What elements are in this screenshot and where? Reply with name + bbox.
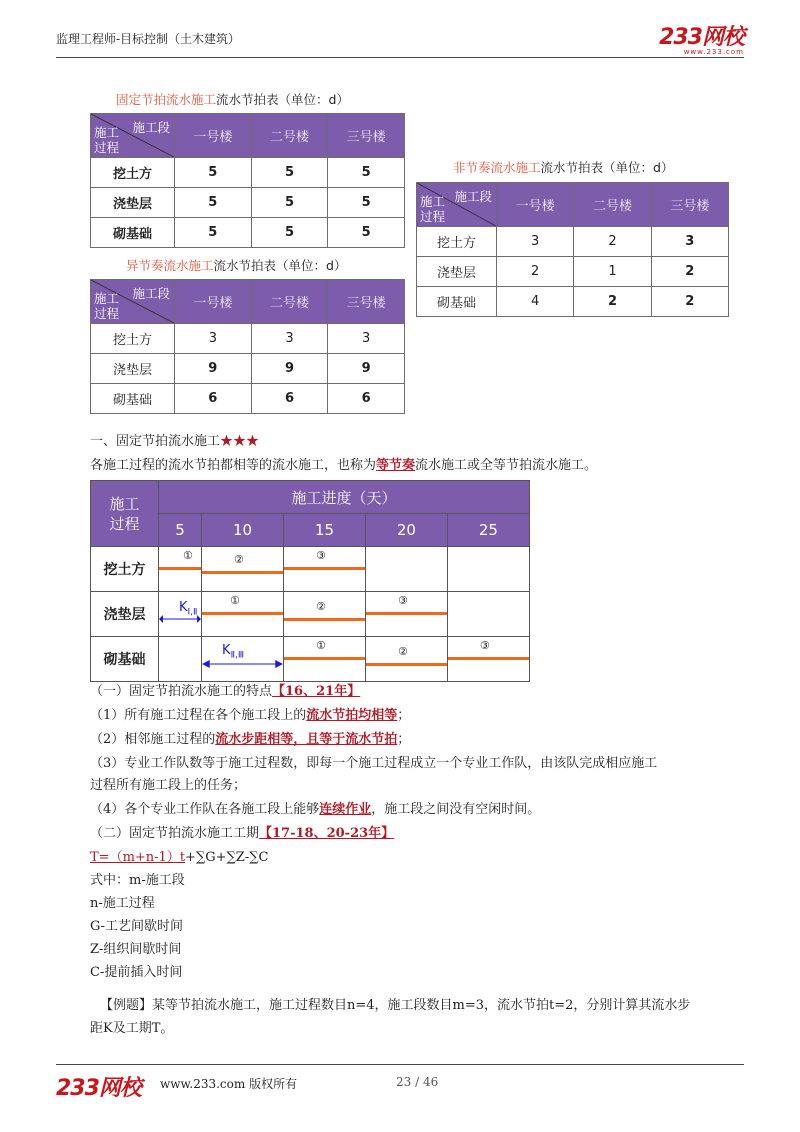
page-footer (56, 1064, 744, 1104)
feature-item: （3）专业工作队数等于施工过程数，即每一个施工过程成立一个专业工作队，由该队完成相应施工 (90, 756, 658, 771)
schedule-bar (284, 618, 365, 621)
table2-cell: 3 (328, 324, 405, 354)
table1-corner (91, 114, 175, 158)
highlight-term: 流水步距相等，且等于流水节拍 (215, 732, 398, 747)
table3 (416, 182, 729, 317)
schedule-row-label: 浇垫层 (91, 592, 159, 637)
segment-label: ③ (315, 549, 326, 562)
step-k23-label: $K_{Ⅱ,Ⅲ}$ (222, 643, 245, 661)
table2-col: 一号楼 (175, 280, 252, 324)
segment-label: ③ (397, 594, 408, 607)
schedule-cell (447, 592, 529, 637)
schedule-day: 10 (202, 514, 284, 547)
schedule-bar (284, 567, 365, 570)
formula-legend: C-提前插入时间 (90, 965, 183, 980)
segment-label: ① (183, 549, 193, 562)
section1-definition: 各施工过程的流水节拍都相等的流水施工，也称为等节奏流水施工或全等节拍流水施工。 (90, 458, 598, 473)
table2-cell: 6 (328, 384, 405, 414)
section1-heading (90, 430, 259, 449)
table1-cell: 5 (251, 158, 328, 188)
table3-cell: 3 (497, 227, 574, 257)
schedule-proc-header: 施工 过程 (91, 481, 159, 547)
table2-corner (91, 280, 175, 324)
example-line: 【例题】某等节拍流水施工，施工过程数目n=4，施工段数目m=3，流水节拍t=2，分别计算其流水步 (100, 998, 691, 1013)
highlight-term: 连续作业 (319, 802, 372, 817)
table2-caption (126, 256, 346, 274)
table3-corner (417, 183, 497, 227)
highlight-term: 等节奏 (376, 458, 416, 473)
schedule-row-label: 挖土方 (91, 547, 159, 592)
schedule-cell (365, 592, 447, 637)
table-row (91, 547, 530, 592)
table3-col: 一号楼 (497, 183, 574, 227)
schedule-cell (202, 637, 284, 682)
schedule-bar (284, 657, 365, 660)
table1-caption-rest: 流水节拍表（单位：d） (216, 92, 349, 107)
table1-caption (116, 90, 349, 108)
step-arrow (202, 659, 283, 669)
table1-corner-top: 施工段 (132, 120, 170, 135)
schedule-day: 5 (159, 514, 202, 547)
table2 (90, 279, 405, 414)
schedule-bar (366, 612, 447, 615)
table2-cell: 9 (175, 354, 252, 384)
table2-row-label: 挖土方 (91, 324, 175, 354)
table3-cell: 4 (497, 287, 574, 317)
schedule-cell (159, 637, 202, 682)
table2-cell: 6 (251, 384, 328, 414)
table3-cell: 2 (574, 287, 651, 317)
brand-logo (659, 20, 744, 56)
table2-row-label: 浇垫层 (91, 354, 175, 384)
table3-cell: 3 (651, 227, 728, 257)
table-row (91, 354, 405, 384)
footer-copyright: www.233.com 版权所有 (160, 1077, 298, 1091)
table1-cell: 5 (328, 188, 405, 218)
schedule-cell (447, 547, 529, 592)
table2-caption-rest: 流水节拍表（单位：d） (213, 258, 347, 273)
schedule-cell (202, 547, 284, 592)
schedule-cell (159, 592, 202, 637)
table3-cell: 2 (651, 287, 728, 317)
feature-item: （2）相邻施工过程的流水步距相等，且等于流水节拍； (90, 732, 411, 747)
table-row (91, 592, 530, 637)
table3-cell: 1 (574, 257, 651, 287)
formula (90, 846, 268, 865)
schedule-day: 15 (283, 514, 365, 547)
schedule-cell (159, 547, 202, 592)
table2-cell: 3 (251, 324, 328, 354)
star-rating: ★★★ (220, 434, 260, 449)
period-heading: （二）固定节拍流水施工工期【17-18、20-23年】 (90, 826, 395, 841)
table-row (91, 218, 405, 248)
highlight-term: 流水节拍均相等 (306, 708, 398, 723)
step-k12-label: $K_{Ⅰ,Ⅱ}$ (179, 600, 198, 618)
table2-corner-top: 施工段 (132, 286, 170, 301)
table3-col: 三号楼 (651, 183, 728, 227)
table2-row-label: 砌基础 (91, 384, 175, 414)
page-number: 23 / 46 (396, 1075, 439, 1089)
table1-row-label: 砌基础 (91, 218, 175, 248)
formula-legend: 式中：m-施工段 (90, 873, 185, 888)
table3-cell: 2 (574, 227, 651, 257)
table-row (91, 637, 530, 682)
table3-caption-rest: 流水节拍表（单位：d） (540, 160, 674, 175)
schedule-row-label: 砌基础 (91, 637, 159, 682)
table1-corner-bottom: 施工 过程 (94, 125, 120, 155)
table3-row-label: 浇垫层 (417, 257, 497, 287)
table2-cell: 9 (251, 354, 328, 384)
schedule-cell (283, 592, 365, 637)
schedule-day: 20 (365, 514, 447, 547)
table2-corner-bottom: 施工 过程 (94, 291, 120, 321)
schedule-bar (202, 571, 283, 574)
formula-legend: n-施工过程 (90, 896, 155, 911)
page-header (56, 18, 744, 58)
table3-col: 二号楼 (574, 183, 651, 227)
table1-cell: 5 (328, 158, 405, 188)
schedule-progress-header: 施工进度（天） (159, 481, 530, 514)
formula-legend: G-工艺间歇时间 (90, 919, 184, 934)
segment-label: ③ (479, 639, 490, 652)
schedule-cell (365, 547, 447, 592)
segment-label: ② (315, 600, 326, 613)
table2-cell: 9 (328, 354, 405, 384)
logo-mark: 233网校 (659, 25, 744, 50)
table1-cell: 5 (175, 158, 252, 188)
table1-cell: 5 (175, 218, 252, 248)
schedule-cell (447, 637, 529, 682)
table1-cell: 5 (328, 218, 405, 248)
schedule-day: 25 (447, 514, 529, 547)
schedule-bar (159, 567, 201, 570)
segment-label: ① (315, 639, 326, 652)
table3-row-label: 砌基础 (417, 287, 497, 317)
table1-cell: 5 (251, 188, 328, 218)
table1-col: 一号楼 (175, 114, 252, 158)
schedule-cell (283, 637, 365, 682)
schedule-bar (202, 612, 283, 615)
schedule-bar (448, 657, 529, 660)
schedule-bar (366, 663, 447, 666)
table3-cell: 2 (651, 257, 728, 287)
table-row (91, 384, 405, 414)
table1-cell: 5 (251, 218, 328, 248)
table1-row-label: 挖土方 (91, 158, 175, 188)
table2-col: 三号楼 (328, 280, 405, 324)
table3-row-label: 挖土方 (417, 227, 497, 257)
example-line: 距K及工期T。 (90, 1021, 174, 1036)
table3-corner-top: 施工段 (454, 189, 492, 204)
table3-corner-bottom: 施工 过程 (420, 194, 446, 224)
year-tag: 【17-18、20-23年】 (259, 826, 395, 841)
feature-item: （1）所有施工过程在各个施工段上的流水节拍均相等； (90, 708, 411, 723)
table-row (91, 324, 405, 354)
step-arrow (159, 614, 201, 624)
formula-legend: Z-组织间歇时间 (90, 942, 182, 957)
segment-label: ② (397, 645, 408, 658)
table1-col: 三号楼 (328, 114, 405, 158)
formula-main: T=（m+n-1）t (90, 850, 186, 865)
schedule-cell (365, 637, 447, 682)
table-row (417, 287, 729, 317)
header-title: 监理工程师-目标控制（土木建筑） (56, 32, 241, 46)
schedule-table (90, 480, 530, 682)
table2-cell: 6 (175, 384, 252, 414)
segment-label: ① (230, 594, 240, 607)
table1-row-label: 浇垫层 (91, 188, 175, 218)
footer-logo: 233网校 (56, 1076, 141, 1101)
table-row (91, 188, 405, 218)
table1-col: 二号楼 (251, 114, 328, 158)
table-row (91, 158, 405, 188)
table2-cell: 3 (175, 324, 252, 354)
table1-cell: 5 (175, 188, 252, 218)
feature-item: （4）各个专业工作队在各施工段上能够连续作业，施工段之间没有空闲时间。 (90, 802, 541, 817)
table2-caption-red: 异节奏流水施工 (126, 258, 214, 273)
table2-col: 二号楼 (251, 280, 328, 324)
features-heading: （一）固定节拍流水施工的特点【16、21年】 (90, 684, 361, 699)
table3-caption (453, 158, 673, 176)
formula-rest: +∑G+∑Z-∑C (185, 850, 269, 865)
table3-cell: 2 (497, 257, 574, 287)
section1-heading-text: 一、固定节拍流水施工 (90, 434, 221, 449)
logo-site: www.233.com (683, 48, 744, 56)
schedule-cell (202, 592, 284, 637)
schedule-cell (283, 547, 365, 592)
feature-item-cont: 过程所有施工段上的任务； (90, 778, 247, 793)
segment-label: ② (234, 553, 244, 566)
table1-caption-red: 固定节拍流水施工 (116, 92, 217, 107)
table-row (417, 227, 729, 257)
table3-caption-red: 非节奏流水施工 (453, 160, 541, 175)
table1 (90, 113, 405, 248)
year-tag: 【16、21年】 (272, 684, 361, 699)
table-row (417, 257, 729, 287)
